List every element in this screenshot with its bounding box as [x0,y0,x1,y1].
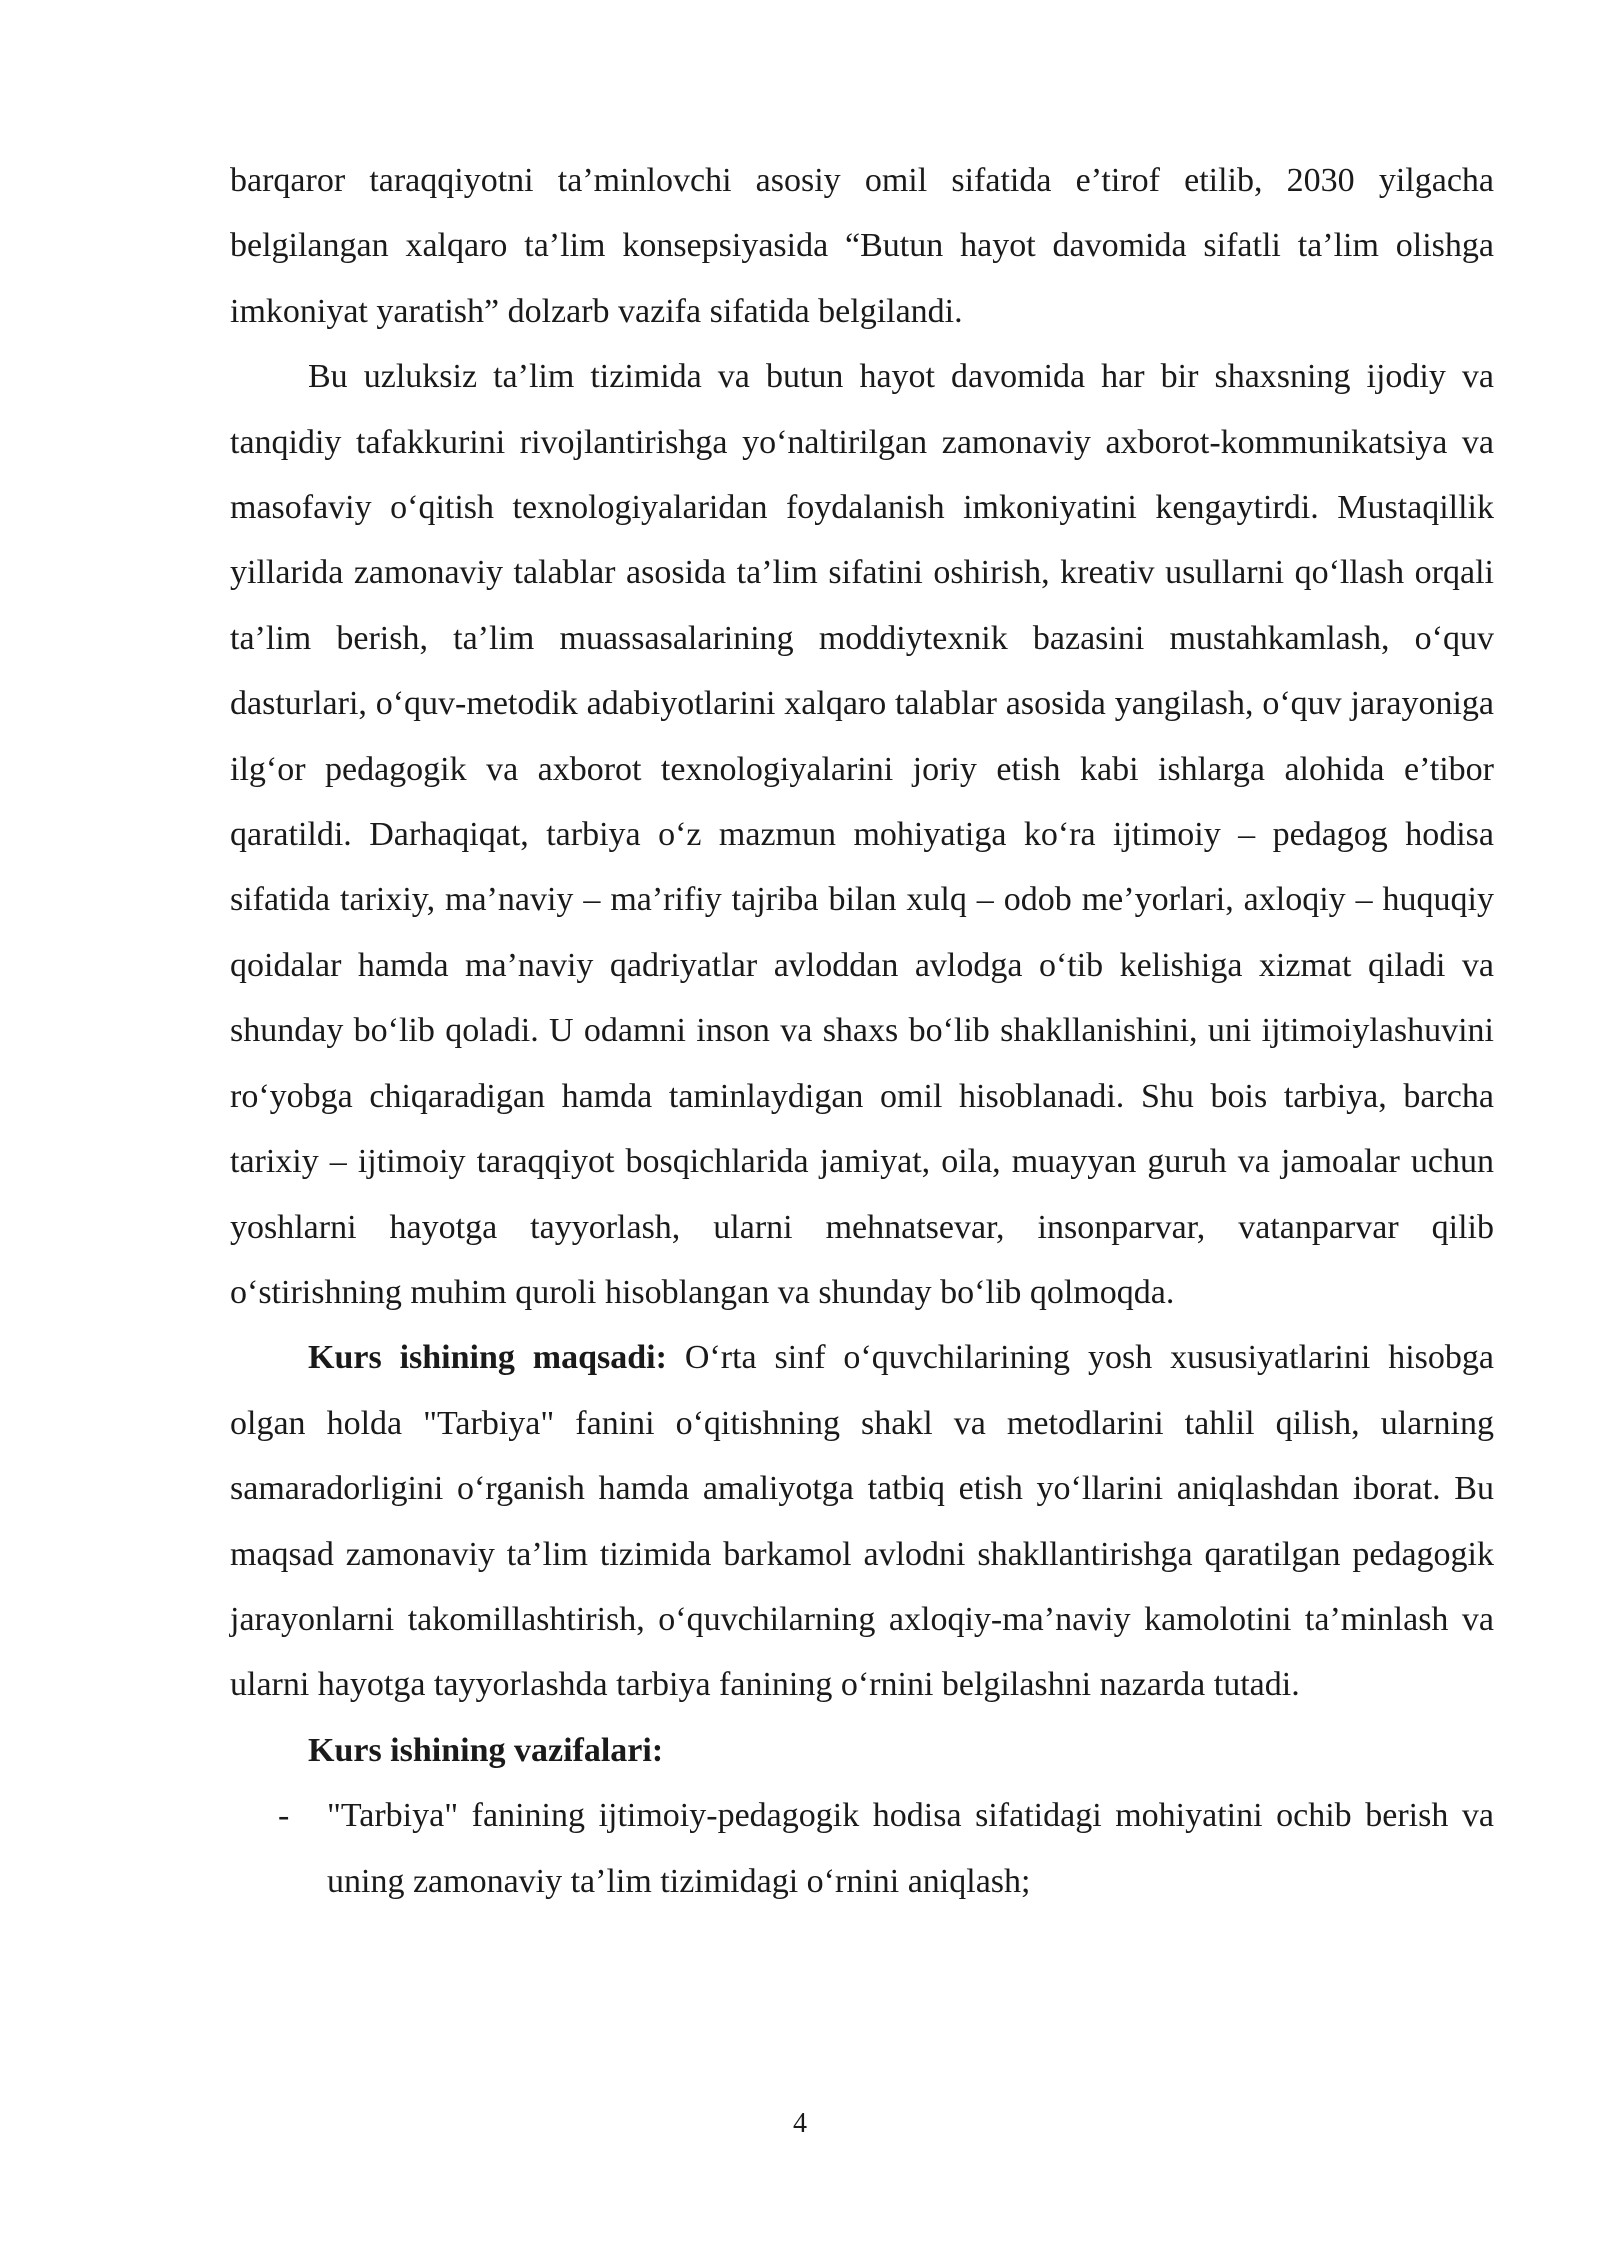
page-number: 4 [793,2108,807,2139]
paragraph-continuation: barqaror taraqqiyotni ta’minlovchi asosiy omil sifatida e’tirof etilib, 2030 yilgacha belgilangan xalqaro ta’lim konsepsiyasida “Butun hayot davomida sifatli ta’lim olishga imkoniyat yaratish” dolzarb vazifa sifatida belgilandi. [230,162,1494,330]
paragraph-course-goal [230,1325,1494,1717]
list-item-text: "Tarbiya" fanining ijtimoiy-pedagogik hodisa sifatidagi mohiyatini ochib berish va uning zamonaviy ta’lim tizimidagi o‘rnini aniqlash; [327,1797,1494,1900]
page-body [230,148,1494,1914]
list-marker: - [278,1797,290,1835]
course-goal-label: Kurs ishining maqsadi: [308,1339,667,1377]
tasks-heading: Kurs ishining vazifalari: [308,1731,664,1769]
course-goal-text: O‘rta sinf o‘quvchilarining yosh xususiyatlarini hisobga olgan holda "Tarbiya" fanini o‘qitishning shakl va metodlarini tahlil qilish, ularning samaradorligini o‘rganish hamda amaliyotga tatbiq etish yo‘llarini aniqlashdan iborat. Bu maqsad zamonaviy ta’lim tizimida barkamol avlodni shakllantirishga qaratilgan pedagogik jarayonlarni takomillashtirish, o‘quvchilarning axloqiy-ma’naviy kamolotini ta’minlash va ularni hayotga tayyorlashda tarbiya fanining o‘rnini belgilashni nazarda tutadi. [230,1339,1494,1704]
tasks-list [230,1783,1494,1914]
list-item [230,1783,1494,1914]
paragraph-education-system: Bu uzluksiz ta’lim tizimida va butun hayot davomida har bir shaxsning ijodiy va tanqidiy tafakkurini rivojlantirishga yo‘naltirilgan zamonaviy axborot-kommunikatsiya va masofaviy o‘qitish texnologiyalaridan foydalanish imkoniyatini kengaytirdi. Mustaqillik yillarida zamonaviy talablar asosida ta’lim sifatini oshirish, kreativ usullarni qo‘llash orqali ta’lim berish, ta’lim muassasalarining moddiytexnik bazasini mustahkamlash, o‘quv dasturlari, o‘quv-metodik adabiyotlarini xalqaro talablar asosida yangilash, o‘quv jarayoniga ilg‘or pedagogik va axborot texnologiyalarini joriy etish kabi ishlarga alohida e’tibor qaratildi. Darhaqiqat, tarbiya o‘z mazmun mohiyatiga ko‘ra ijtimoiy – pedagog hodisa sifatida tarixiy, ma’naviy – ma’rifiy tajriba bilan xulq – odob me’yorlari, axloqiy – huquqiy qoidalar hamda ma’naviy qadriyatlar avloddan avlodga o‘tib kelishiga xizmat qiladi va shunday bo‘lib qoladi. U odamni inson va shaxs bo‘lib shakllanishini, uni ijtimoiylashuvini ro‘yobga chiqaradigan hamda taminlaydigan omil hisoblanadi. Shu bois tarbiya, barcha tarixiy – ijtimoiy taraqqiyot bosqichlarida jamiyat, oila, muayyan guruh va jamoalar uchun yoshlarni hayotga tayyorlash, ularni mehnatsevar, insonparvar, vatanparvar qilib o‘stirishning muhim quroli hisoblangan va shunday bo‘lib qolmoqda. [230,358,1494,1311]
